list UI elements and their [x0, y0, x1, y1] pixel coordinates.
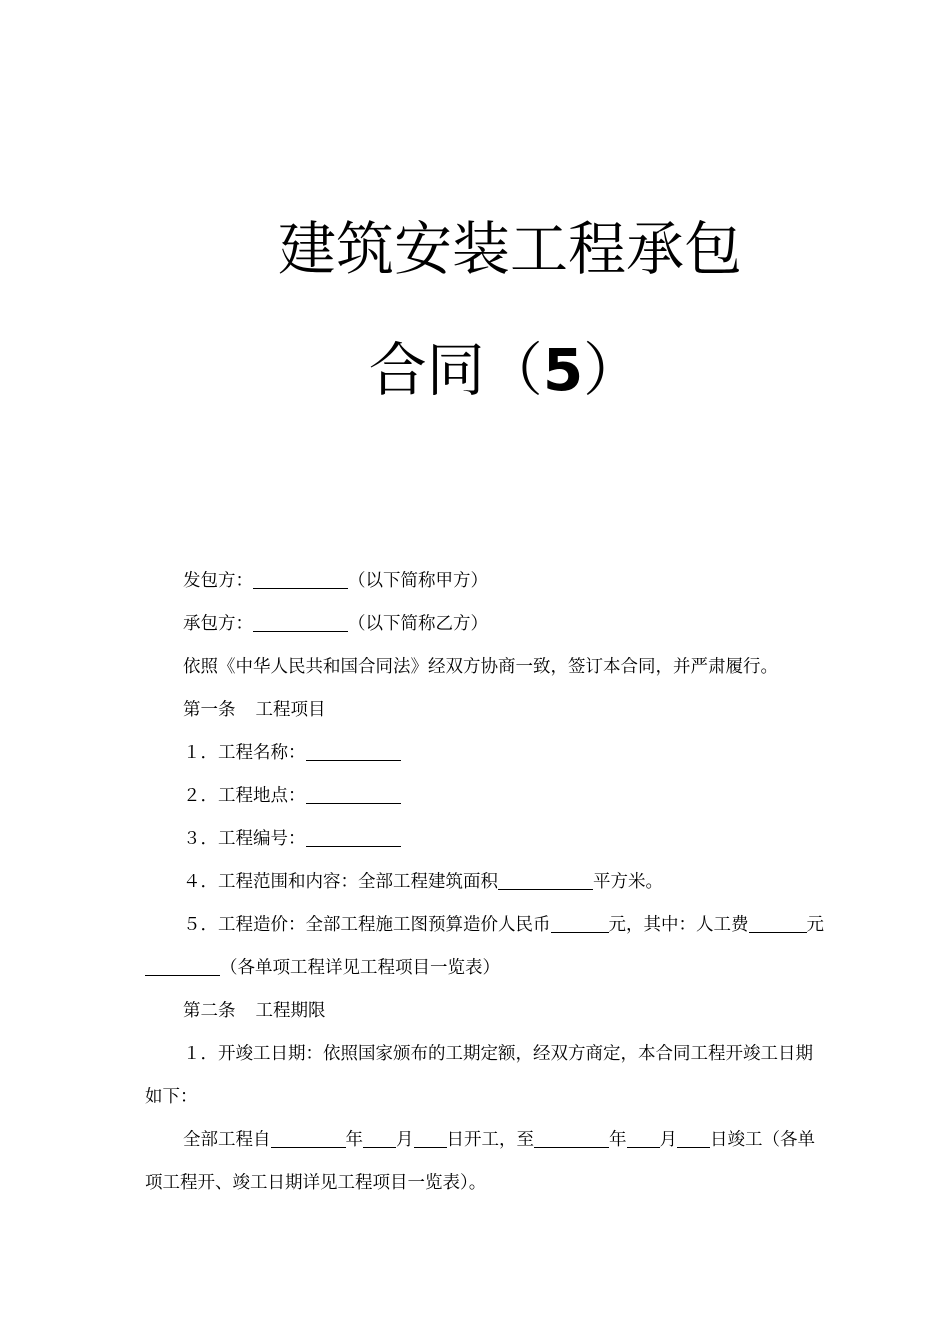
party-a-line: [145, 560, 875, 603]
term-2-month-2: 月: [659, 1130, 677, 1150]
term-1-continued: 如下：: [145, 1087, 198, 1107]
party-b-label: 承包方：: [183, 614, 253, 634]
item-1-label: １．工程名称：: [183, 743, 306, 763]
term-2-day-1: 日开工，至: [446, 1130, 534, 1150]
item-5-text-b: 元，其中：人工费: [608, 915, 749, 935]
item-5-text-c: 元: [806, 915, 824, 935]
contract-body: [145, 560, 875, 1205]
article-1-title: 工程项目: [255, 700, 326, 720]
item-5-blank-2: [749, 914, 807, 933]
term-2-blank-year-2: [534, 1129, 609, 1148]
item-2-blank: [306, 785, 401, 804]
item-2-label: ２．工程地点：: [183, 786, 306, 806]
party-b-line: [145, 603, 875, 646]
item-5-continued: [145, 947, 875, 990]
term-2-blank-month-2: [627, 1129, 660, 1148]
term-2-blank-year-1: [271, 1129, 346, 1148]
term-2-year-1: 年: [345, 1130, 363, 1150]
party-a-note: （以下简称甲方）: [348, 571, 488, 591]
item-4-line: [145, 861, 875, 904]
title-text-2-suffix: ）: [583, 336, 642, 404]
term-2-text-a: 全部工程自: [183, 1130, 271, 1150]
article-1-heading: [145, 689, 875, 732]
party-b-blank: [253, 613, 348, 632]
title-number: 5: [542, 336, 584, 404]
term-2-blank-day-1: [414, 1129, 447, 1148]
term-2-blank-month-1: [363, 1129, 396, 1148]
item-2-line: [145, 775, 875, 818]
intro-paragraph: 依照《中华人民共和国合同法》经双方协商一致，签订本合同，并严肃履行。: [183, 657, 778, 677]
item-1-line: [145, 732, 875, 775]
article-2-title: 工程期限: [255, 1001, 326, 1021]
title-text-2-prefix: 合同（: [368, 336, 543, 404]
term-2-year-2: 年: [609, 1130, 627, 1150]
term-2-month-1: 月: [396, 1130, 414, 1150]
term-2-blank-day-2: [677, 1129, 710, 1148]
item-4-text-a: ４．工程范围和内容：全部工程建筑面积: [183, 872, 498, 892]
party-a-blank: [253, 570, 348, 589]
item-5-text-d: （各单项工程详见工程项目一览表）: [220, 958, 500, 978]
item-5-blank-3: [145, 957, 220, 976]
item-3-label: ３．工程编号：: [183, 829, 306, 849]
item-5-blank-1: [551, 914, 609, 933]
article-2-heading: [145, 990, 875, 1033]
term-2-line: [145, 1119, 875, 1162]
item-5-line: [145, 904, 875, 947]
party-a-label: 发包方：: [183, 571, 253, 591]
term-1-line: １．开竣工日期：依照国家颁布的工期定额，经双方商定，本合同工程开竣工日期: [183, 1044, 813, 1064]
item-4-text-b: 平方米。: [593, 872, 663, 892]
item-5-text-a: ５．工程造价：全部工程施工图预算造价人民币: [183, 915, 551, 935]
term-2-continued: 项工程开、竣工日期详见工程项目一览表）。: [145, 1173, 487, 1193]
title-text-1: 建筑安装工程承包: [277, 215, 742, 283]
party-b-note: （以下简称乙方）: [348, 614, 488, 634]
item-3-blank: [306, 828, 401, 847]
item-1-blank: [306, 742, 401, 761]
document-title-line-2: [0, 335, 950, 405]
article-2-number: 第二条: [183, 1001, 236, 1021]
article-1-number: 第一条: [183, 700, 236, 720]
item-3-line: [145, 818, 875, 861]
item-4-blank: [498, 871, 593, 890]
term-2-day-2: 日竣工（各单: [710, 1130, 815, 1150]
document-title-line-1: [0, 214, 950, 284]
